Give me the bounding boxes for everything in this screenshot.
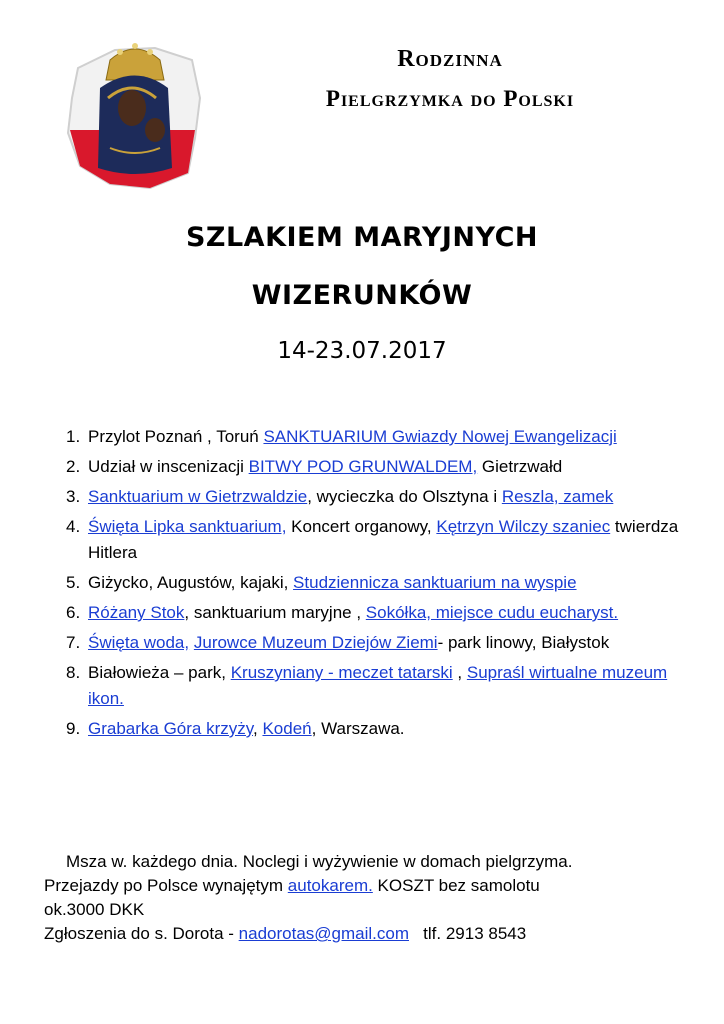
item-text: Udział w inscenizacji bbox=[88, 457, 249, 476]
item-number: 1. bbox=[66, 427, 81, 446]
link-swieta-lipka[interactable]: Święta Lipka sanktuarium, bbox=[88, 517, 287, 536]
item-text: , bbox=[253, 719, 263, 738]
footer-line-cost: ok.3000 DKK bbox=[44, 900, 145, 919]
itinerary-item bbox=[58, 630, 688, 656]
link-kruszyniany[interactable]: Kruszyniany - meczet tatarski bbox=[230, 663, 453, 682]
link-jurowce-muzeum[interactable]: Jurowce Muzeum Dziejów Ziemi bbox=[193, 633, 438, 652]
item-text: Gietrzwałd bbox=[477, 457, 563, 476]
item-text: , sanktuarium maryjne , bbox=[184, 603, 366, 622]
link-suprasl[interactable]: Supraśl wirtualne muzeum ikon. bbox=[88, 663, 668, 708]
footer-phone: tlf. 2913 8543 bbox=[409, 924, 527, 943]
link-sokolka[interactable]: Sokółka, miejsce cudu eucharyst. bbox=[365, 603, 619, 622]
footer-info bbox=[44, 850, 704, 946]
pilgrimage-emblem bbox=[60, 38, 210, 193]
itinerary-item bbox=[58, 514, 688, 566]
item-number: 9. bbox=[66, 719, 81, 738]
title-line-2: WIZERUNKÓW bbox=[251, 280, 473, 311]
event-date: 14-23.07.2017 bbox=[277, 338, 447, 364]
item-number: 3. bbox=[66, 487, 81, 506]
itinerary-item bbox=[58, 716, 688, 742]
itinerary-item bbox=[58, 570, 688, 596]
item-number: 8. bbox=[66, 663, 81, 682]
email-link[interactable]: nadorotas@gmail.com bbox=[238, 924, 409, 943]
item-text: , bbox=[452, 663, 467, 682]
header-line-1: Rodzinna bbox=[397, 46, 503, 72]
item-text: Przylot Poznań , Toruń bbox=[88, 427, 264, 446]
footer-text: Przejazdy po Polsce wynajętym bbox=[44, 876, 288, 895]
item-number: 2. bbox=[66, 457, 81, 476]
item-text: Koncert organowy, bbox=[286, 517, 437, 536]
itinerary-item bbox=[58, 660, 688, 712]
footer-line-contact bbox=[44, 922, 704, 946]
footer-line-transport bbox=[44, 874, 704, 898]
footer-text: KOSZT bez samolotu bbox=[372, 876, 540, 895]
itinerary-item bbox=[58, 600, 688, 626]
header-line-2: Pielgrzymka do Polski bbox=[325, 86, 575, 111]
link-ketrzyn-wilczy-szaniec[interactable]: Kętrzyn Wilczy szaniec bbox=[436, 517, 611, 536]
itinerary-item bbox=[58, 454, 688, 480]
footer-line-mass: Msza w. każdego dnia. Noclegi i wyżywienie w domach pielgrzyma. bbox=[66, 852, 573, 871]
link-swieta-woda[interactable]: Święta woda, bbox=[88, 633, 190, 652]
link-sanktuarium-gietrzwald[interactable]: Sanktuarium w Gietrzwaldzie bbox=[88, 487, 308, 506]
item-text: twierdza Hitlera bbox=[88, 517, 679, 562]
link-grabarka[interactable]: Grabarka Góra krzyży bbox=[88, 719, 254, 738]
item-text: , wycieczka do Olsztyna i bbox=[307, 487, 502, 506]
link-rozany-stok[interactable]: Różany Stok bbox=[88, 603, 185, 622]
title-line-1: SZLAKIEM MARYJNYCH bbox=[185, 222, 539, 253]
item-text: Białowieża – park, bbox=[88, 663, 231, 682]
itinerary-item bbox=[58, 484, 688, 510]
item-number: 5. bbox=[66, 573, 81, 592]
item-text: Giżycko, Augustów, kajaki, bbox=[88, 573, 294, 592]
item-text: , Warszawa. bbox=[311, 719, 405, 738]
link-koden[interactable]: Kodeń bbox=[262, 719, 312, 738]
link-bitwy-pod-grunwaldem[interactable]: BITWY POD GRUNWALDEM, bbox=[248, 457, 478, 476]
link-reszla-zamek[interactable]: Reszla, zamek bbox=[501, 487, 614, 506]
footer-text: Zgłoszenia do s. Dorota - bbox=[44, 924, 239, 943]
item-number: 4. bbox=[66, 517, 81, 536]
link-studziennicza[interactable]: Studziennicza sanktuarium na wyspie bbox=[293, 573, 577, 592]
itinerary-item bbox=[58, 424, 688, 450]
link-sanktuarium-gwiazdy[interactable]: SANKTUARIUM Gwiazdy Nowej Ewangelizacji bbox=[263, 427, 617, 446]
item-text: - park linowy, Białystok bbox=[437, 633, 610, 652]
itinerary-list bbox=[58, 424, 688, 746]
item-number: 6. bbox=[66, 603, 81, 622]
link-autokarem[interactable]: autokarem. bbox=[287, 876, 373, 895]
item-number: 7. bbox=[66, 633, 81, 652]
